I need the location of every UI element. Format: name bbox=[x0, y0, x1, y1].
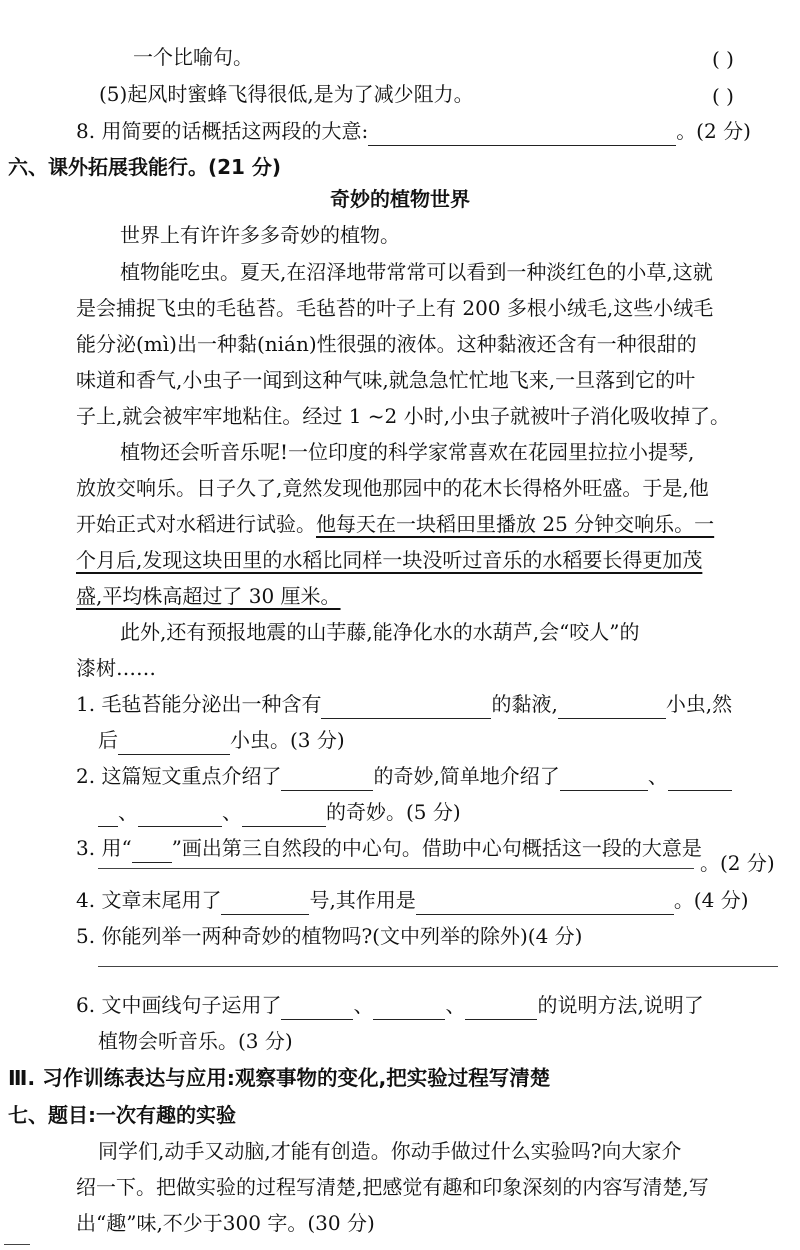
passage-line bbox=[76, 509, 714, 539]
answer-blank[interactable] bbox=[465, 997, 537, 1020]
punct: 、 bbox=[222, 800, 242, 824]
question-6-text: 6. 文中画线句子运用了 bbox=[76, 993, 282, 1017]
answer-blank[interactable] bbox=[368, 123, 676, 146]
underlined-sentence: 盛,平均株高超过了 30 厘米。 bbox=[76, 584, 341, 608]
essay-line: 同学们,动手又动脑,才能有创造。你动手做过什么实验吗?向大家介 bbox=[98, 1139, 682, 1163]
question-1-cont bbox=[98, 725, 345, 755]
punct: 、 bbox=[445, 993, 466, 1017]
section-6-heading: 六、课外拓展我能行。(21 分) bbox=[8, 155, 282, 179]
answer-blank[interactable] bbox=[118, 732, 230, 755]
punct: 、 bbox=[647, 764, 668, 788]
section-3-heading: Ⅲ. 习作训练表达与应用:观察事物的变化,把实验过程写清楚 bbox=[8, 1066, 551, 1090]
passage-title: 奇妙的植物世界 bbox=[330, 187, 470, 211]
punct: 、 bbox=[353, 993, 374, 1017]
passage-paragraph-1: 世界上有许许多多奇妙的植物。 bbox=[120, 223, 400, 247]
passage-line: 漆树…… bbox=[76, 656, 156, 680]
essay-line: 出“趣”味,不少于300 字。(30 分) bbox=[76, 1211, 375, 1235]
answer-blank[interactable] bbox=[98, 804, 118, 827]
essay-line: 绍一下。把做实验的过程写清楚,把感觉有趣和印象深刻的内容写清楚,写 bbox=[76, 1175, 709, 1199]
answer-blank[interactable] bbox=[558, 696, 666, 719]
question-6-text: 的说明方法,说明了 bbox=[537, 993, 704, 1017]
question-4-text: 号,其作用是 bbox=[309, 888, 416, 912]
answer-paren: ( ) bbox=[712, 84, 734, 108]
answer-blank[interactable] bbox=[138, 804, 222, 827]
answer-blank[interactable] bbox=[373, 997, 445, 1020]
question-1-text: 1. 毛毡苔能分泌出一种含有 bbox=[76, 692, 322, 716]
question-6 bbox=[76, 990, 704, 1020]
underlined-sentence: 个月后,发现这块田里的水稻比同样一块没听过音乐的水稻要长得更加茂 bbox=[76, 548, 703, 572]
question-2-text: 2. 这篇短文重点介绍了 bbox=[76, 764, 282, 788]
question-3-text: 3. 用“ bbox=[76, 836, 132, 860]
question-3-text: ”画出第三自然段的中心句。借助中心句概括这一段的大意是 bbox=[171, 836, 702, 860]
answer-blank[interactable] bbox=[321, 696, 491, 719]
question-6-cont: 植物会听音乐。(3 分) bbox=[98, 1029, 293, 1053]
question-3-score: 。(2 分) bbox=[700, 851, 775, 875]
passage-line: 植物能吃虫。夏天,在沼泽地带常常可以看到一种淡红色的小草,这就 bbox=[120, 260, 713, 284]
question-4 bbox=[76, 885, 749, 915]
q4-continuation: 一个比喻句。 bbox=[133, 45, 253, 69]
question-4-score: 。(4 分) bbox=[673, 888, 749, 912]
statement-5: (5)起风时蜜蜂飞得很低,是为了减少阻力。 bbox=[99, 82, 474, 106]
answer-blank[interactable] bbox=[560, 768, 648, 791]
answer-paren: ( ) bbox=[712, 47, 734, 71]
section-7-heading: 七、题目:一次有趣的实验 bbox=[8, 1103, 236, 1127]
passage-line: 味道和香气,小虫子一闻到这种气味,就急急忙忙地飞来,一旦落到它的叶 bbox=[76, 368, 696, 392]
passage-line: 能分泌(mì)出一种黏(nián)性很强的液体。这种黏液还含有一种很甜的 bbox=[76, 332, 697, 356]
passage-line: 子上,就会被牢牢地粘住。经过 1 ~2 小时,小虫子就被叶子消化吸收掉了。 bbox=[76, 404, 730, 428]
answer-blank[interactable] bbox=[416, 892, 674, 915]
answer-line[interactable] bbox=[98, 966, 778, 967]
question-2-cont bbox=[98, 797, 461, 827]
question-1-score: 小虫。(3 分) bbox=[230, 728, 345, 752]
question-8-text: 8. 用简要的话概括这两段的大意: bbox=[76, 119, 369, 143]
passage-line: 是会捕捉飞虫的毛毡苔。毛毡苔的叶子上有 200 多根小绒毛,这些小绒毛 bbox=[76, 296, 714, 320]
question-3 bbox=[76, 833, 702, 863]
passage-line: 植物还会听音乐呢!一位印度的科学家常喜欢在花园里拉拉小提琴, bbox=[120, 440, 695, 464]
passage-line: 放放交响乐。日子久了,竟然发现他那园中的花木长得格外旺盛。于是,他 bbox=[76, 476, 709, 500]
underline-sample bbox=[132, 840, 172, 863]
question-1-text: 的黏液, bbox=[491, 692, 558, 716]
punct: 、 bbox=[118, 800, 138, 824]
passage-line: 此外,还有预报地震的山芋藤,能净化水的水葫芦,会“咬人”的 bbox=[120, 620, 640, 644]
question-8 bbox=[76, 116, 751, 146]
answer-blank[interactable] bbox=[242, 804, 326, 827]
question-1-text: 后 bbox=[98, 728, 118, 752]
question-2-text: 的奇妙,简单地介绍了 bbox=[373, 764, 560, 788]
answer-blank[interactable] bbox=[281, 768, 373, 791]
question-4-text: 4. 文章末尾用了 bbox=[76, 888, 222, 912]
question-5: 5. 你能列举一两种奇妙的植物吗?(文中列举的除外)(4 分) bbox=[76, 924, 583, 948]
question-8-score: 。(2 分) bbox=[676, 119, 751, 143]
question-1 bbox=[76, 689, 732, 719]
answer-blank[interactable] bbox=[281, 997, 353, 1020]
answer-blank[interactable] bbox=[221, 892, 309, 915]
answer-line[interactable] bbox=[98, 868, 694, 869]
page-mark bbox=[4, 1244, 30, 1245]
question-2-score: 的奇妙。(5 分) bbox=[326, 800, 461, 824]
passage-text: 开始正式对水稻进行试验。 bbox=[76, 512, 316, 536]
question-2 bbox=[76, 761, 732, 791]
underlined-sentence: 他每天在一块稻田里播放 25 分钟交响乐。一 bbox=[316, 512, 715, 536]
answer-blank[interactable] bbox=[668, 768, 732, 791]
question-1-text: 小虫,然 bbox=[665, 692, 733, 716]
